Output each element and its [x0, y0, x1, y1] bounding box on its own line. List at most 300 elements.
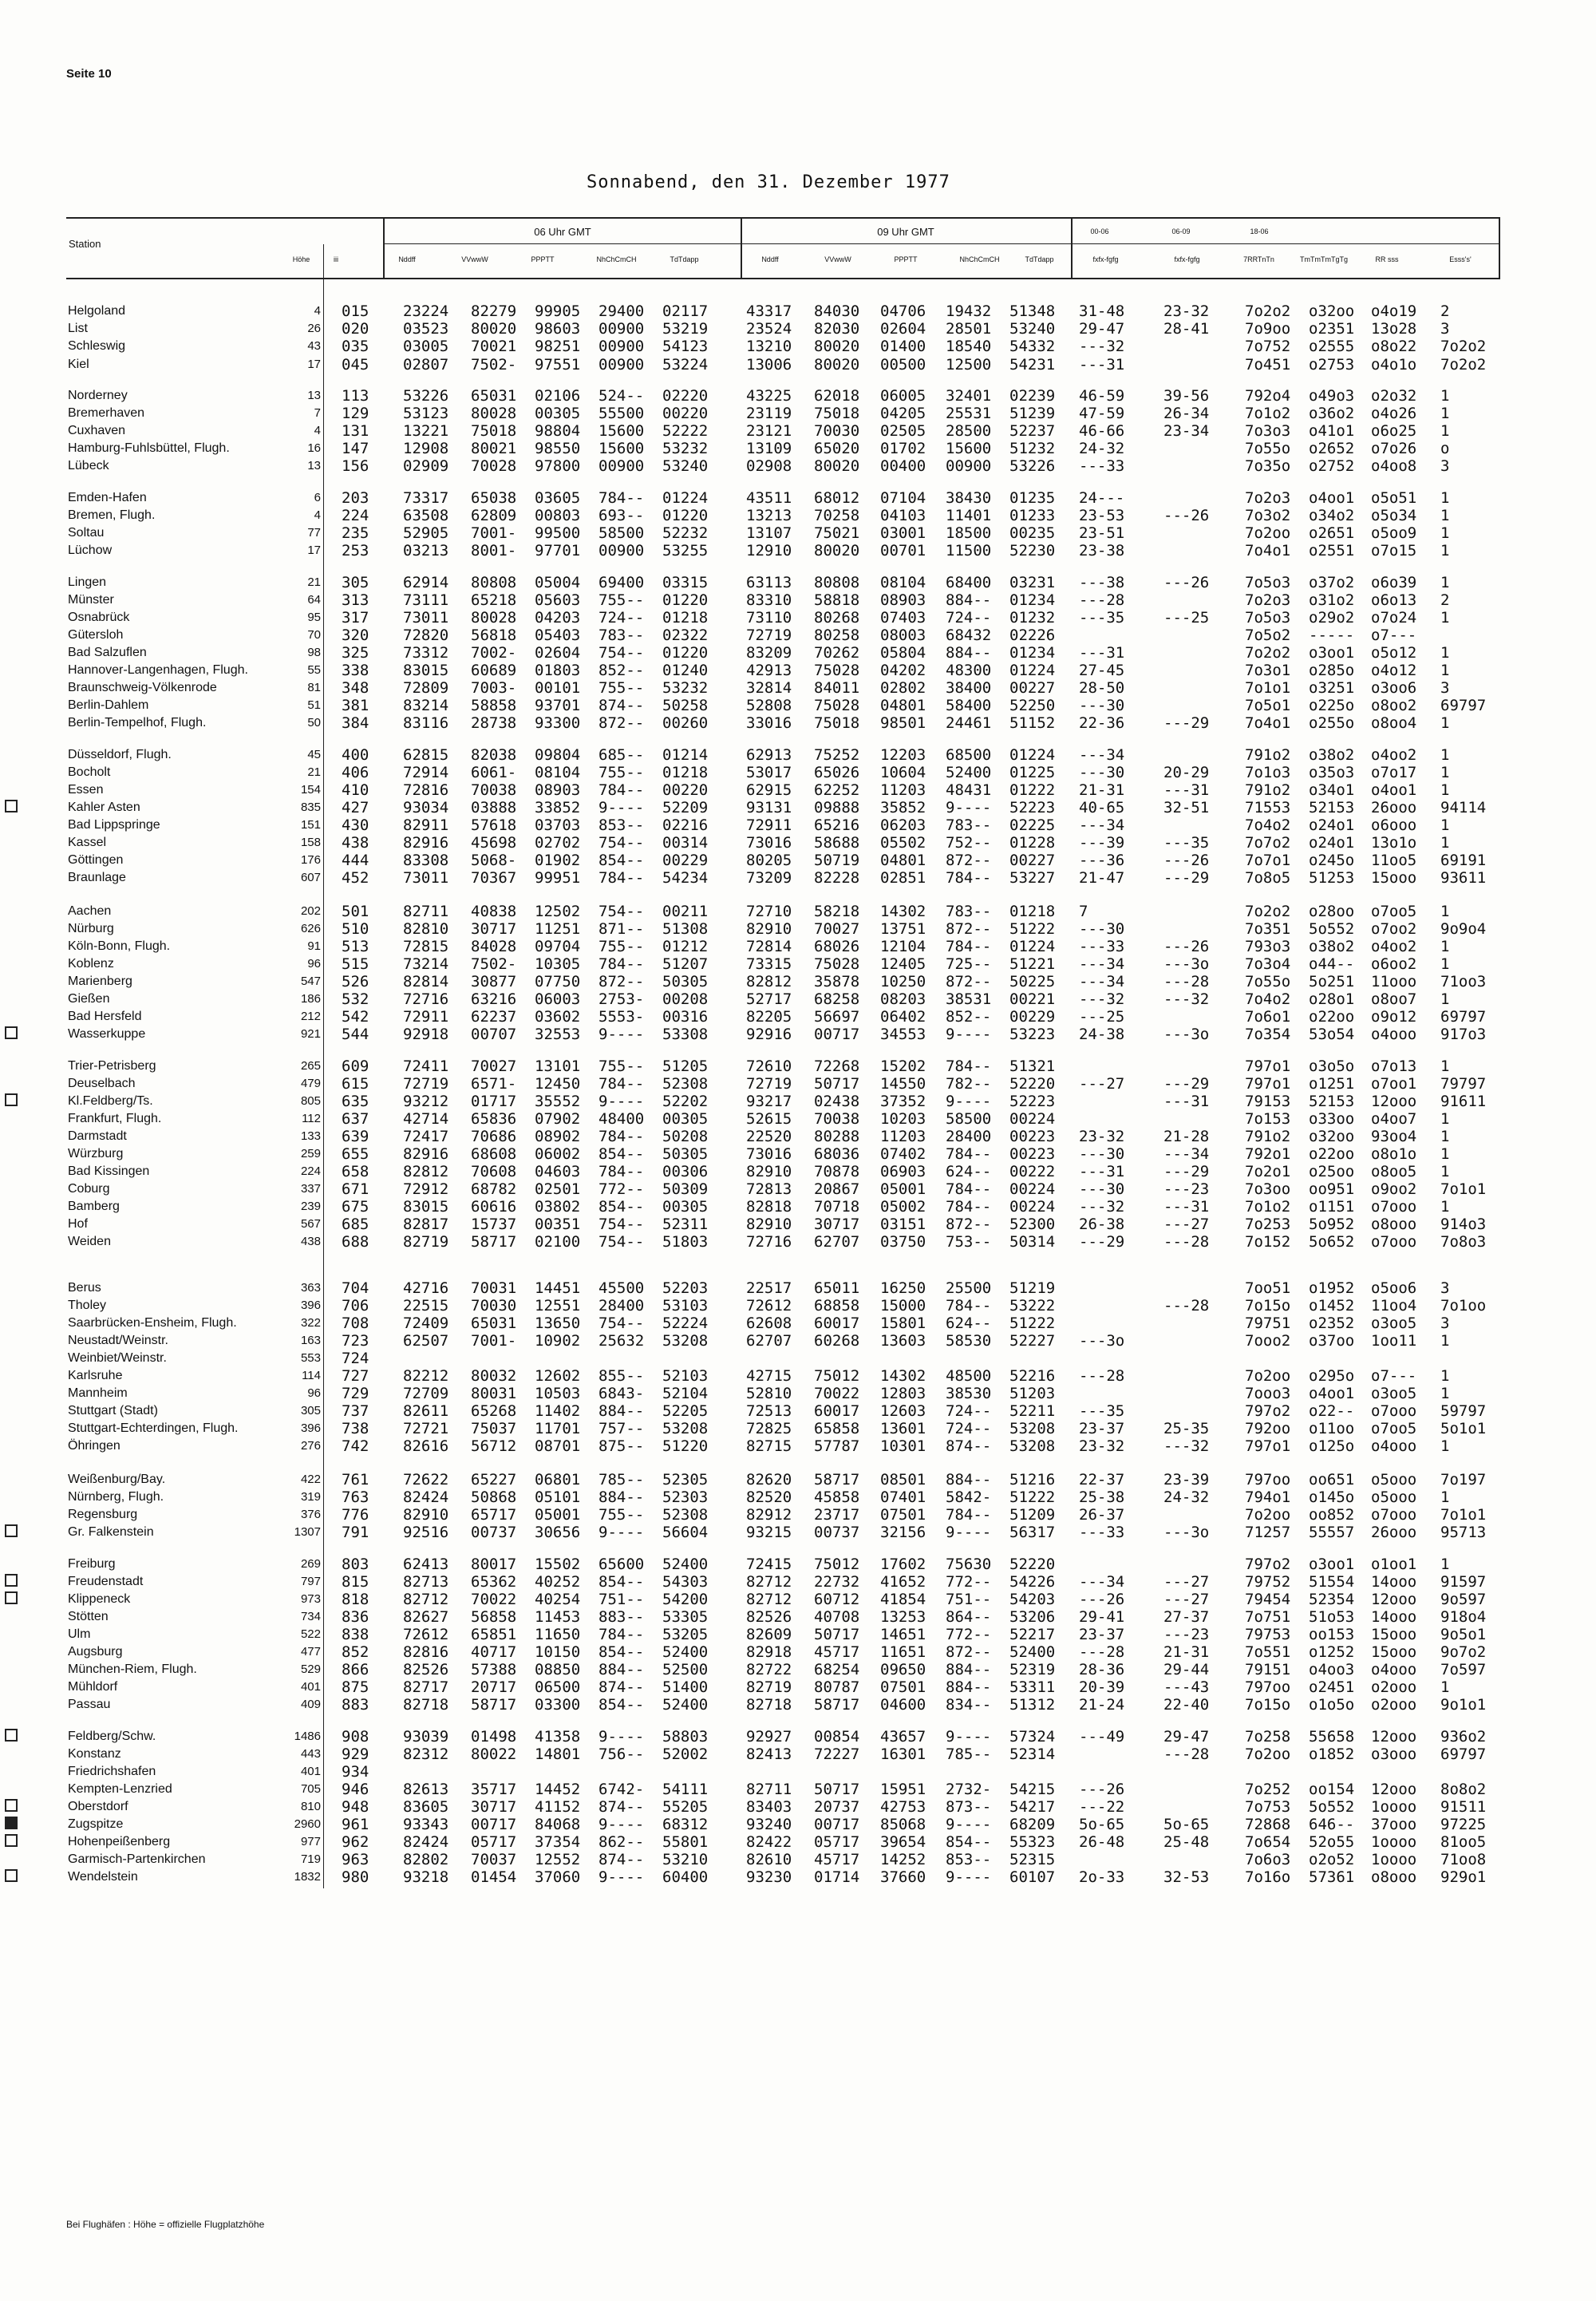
obs-06-value: 00351	[535, 1216, 581, 1233]
obs-06-value: 52202	[662, 1093, 709, 1110]
station-index: 320	[342, 627, 369, 644]
table-row	[0, 834, 1596, 852]
period-value: o8ooo	[1371, 1216, 1417, 1233]
obs-09-value: 54226	[1009, 1573, 1056, 1591]
obs-09-value: 53208	[1009, 1420, 1056, 1437]
obs-06-value: 08903	[535, 781, 581, 799]
obs-06-value: 12551	[535, 1297, 581, 1315]
obs-09-value: 75028	[814, 697, 860, 714]
obs-06-value: 60689	[471, 662, 517, 679]
obs-06-value: 75018	[471, 422, 517, 440]
period-value: 69797	[1440, 1746, 1487, 1763]
station-name: Gr. Falkenstein	[68, 1525, 154, 1539]
period-value: 15ooo	[1371, 1626, 1417, 1643]
station-name: Bad Hersfeld	[68, 1010, 142, 1023]
station-index: 015	[342, 302, 369, 320]
station-index: 838	[342, 1626, 369, 1643]
obs-09-value: 43317	[746, 302, 792, 320]
station-name: Göttingen	[68, 853, 124, 867]
station-name: Oberstdorf	[68, 1800, 128, 1813]
obs-06-value: 42714	[403, 1110, 449, 1128]
obs-06-value: 37060	[535, 1868, 581, 1886]
obs-09-value: 52400	[1009, 1643, 1056, 1661]
period-value: 69797	[1440, 1008, 1487, 1026]
period-value: 1	[1440, 1437, 1450, 1455]
period-value: 791o2	[1245, 746, 1291, 764]
obs-09-value: 08501	[880, 1471, 926, 1489]
station-name: Darmstadt	[68, 1129, 127, 1143]
period-value: 79797	[1440, 1075, 1487, 1093]
period-value: 7o3oo	[1245, 1180, 1291, 1198]
station-name: Bad Lippspringe	[68, 818, 160, 832]
obs-06-value: 784--	[598, 1128, 645, 1145]
obs-09-value: 872--	[946, 1643, 992, 1661]
period-value: ---28	[1079, 1367, 1125, 1385]
obs-06-value: 07750	[535, 973, 581, 990]
station-height: 186	[300, 992, 321, 1006]
obs-09-value: 73016	[746, 1145, 792, 1163]
station-name: Braunschweig-Völkenrode	[68, 681, 217, 694]
col-header-09-uhr: 09 Uhr GMT	[877, 226, 934, 238]
period-value: 7o4o1	[1245, 714, 1291, 732]
station-index: 235	[342, 524, 369, 542]
period-value: o2351	[1309, 320, 1355, 338]
obs-06-value: 00260	[662, 714, 709, 732]
obs-09-value: 784--	[946, 1506, 992, 1524]
obs-09-value: 01222	[1009, 781, 1056, 799]
obs-09-value: 70718	[814, 1198, 860, 1216]
period-value: 7o5o1	[1245, 697, 1291, 714]
table-row	[0, 1075, 1596, 1093]
obs-09-value: 01234	[1009, 644, 1056, 662]
period-value: 21-28	[1163, 1128, 1210, 1145]
obs-09-value: 772--	[946, 1573, 992, 1591]
obs-06-value: 70367	[471, 869, 517, 887]
period-value: o1452	[1309, 1297, 1355, 1315]
station-name: Berlin-Tempelhof, Flugh.	[68, 716, 207, 729]
station-index: 515	[342, 955, 369, 973]
obs-09-value: 50719	[814, 852, 860, 869]
period-value: ---29	[1163, 714, 1210, 732]
obs-06-value: 73111	[403, 591, 449, 609]
station-height: 567	[300, 1217, 321, 1231]
station-height: 719	[300, 1852, 321, 1866]
obs-09-value: 54231	[1009, 356, 1056, 374]
station-index: 129	[342, 405, 369, 422]
period-value: o2o32	[1371, 387, 1417, 405]
period-value: 93oo4	[1371, 1128, 1417, 1145]
station-name: Wasserkuppe	[68, 1027, 146, 1041]
obs-09-value: 62252	[814, 781, 860, 799]
station-index: 934	[342, 1763, 369, 1781]
period-value: 918o4	[1440, 1608, 1487, 1626]
period-value: 791o2	[1245, 781, 1291, 799]
obs-09-value: 80020	[814, 356, 860, 374]
obs-09-value: 68400	[946, 574, 992, 591]
station-name: Wendelstein	[68, 1870, 138, 1884]
station-name: Nürnberg, Flugh.	[68, 1490, 164, 1504]
table-row	[0, 320, 1596, 338]
obs-06-value: 72815	[403, 938, 449, 955]
col-header-esss: Esss's'	[1449, 255, 1472, 263]
period-value: o5oo9	[1371, 524, 1417, 542]
period-value: 5o-65	[1163, 1816, 1210, 1833]
obs-06-value: 70031	[471, 1279, 517, 1297]
station-height: 734	[300, 1610, 321, 1623]
station-index: 348	[342, 679, 369, 697]
obs-09-value: 60017	[814, 1315, 860, 1332]
period-value: 1	[1440, 1332, 1450, 1350]
obs-09-value: 51221	[1009, 955, 1056, 973]
period-value: ---35	[1079, 1402, 1125, 1420]
period-value: o3251	[1309, 679, 1355, 697]
obs-09-value: 58400	[946, 697, 992, 714]
obs-09-value: 82719	[746, 1678, 792, 1696]
obs-09-value: 24461	[946, 714, 992, 732]
obs-06-value: 72820	[403, 627, 449, 644]
obs-06-value: 51207	[662, 955, 709, 973]
obs-06-value: 53232	[662, 440, 709, 457]
period-value: o6o13	[1371, 591, 1417, 609]
col-header-nddff-09: Nddff	[761, 255, 779, 263]
period-value: 792o1	[1245, 1145, 1291, 1163]
obs-06-value: 08701	[535, 1437, 581, 1455]
obs-06-value: 53205	[662, 1626, 709, 1643]
station-index: 776	[342, 1506, 369, 1524]
obs-06-value: 00220	[662, 781, 709, 799]
obs-06-value: 63508	[403, 507, 449, 524]
obs-06-value: 68782	[471, 1180, 517, 1198]
obs-06-value: 84068	[535, 1816, 581, 1833]
obs-06-value: 82424	[403, 1833, 449, 1851]
obs-09-value: 05804	[880, 644, 926, 662]
obs-09-value: 82526	[746, 1608, 792, 1626]
period-value: 79153	[1245, 1093, 1291, 1110]
obs-06-value: 50309	[662, 1180, 709, 1198]
obs-06-value: 23224	[403, 302, 449, 320]
obs-06-value: 99500	[535, 524, 581, 542]
station-name: Köln-Bonn, Flugh.	[68, 939, 171, 953]
table-row	[0, 1728, 1596, 1746]
obs-06-value: 82212	[403, 1367, 449, 1385]
obs-09-value: 08903	[880, 591, 926, 609]
period-value: o125o	[1309, 1437, 1355, 1455]
obs-09-value: 51222	[1009, 920, 1056, 938]
obs-06-value: 70037	[471, 1851, 517, 1868]
obs-09-value: 82910	[746, 1216, 792, 1233]
period-value: 1	[1440, 1058, 1450, 1075]
station-name: Soltau	[68, 526, 105, 540]
obs-09-value: 03231	[1009, 574, 1056, 591]
obs-09-value: 37660	[880, 1868, 926, 1886]
obs-06-value: 99951	[535, 869, 581, 887]
obs-06-value: 7001-	[471, 524, 517, 542]
period-value: 24---	[1079, 489, 1125, 507]
obs-06-value: 52905	[403, 524, 449, 542]
obs-06-value: 00101	[535, 679, 581, 697]
period-value: o6o39	[1371, 574, 1417, 591]
obs-06-value: 12502	[535, 903, 581, 920]
obs-09-value: 82812	[746, 973, 792, 990]
obs-06-value: 56818	[471, 627, 517, 644]
obs-06-value: 30877	[471, 973, 517, 990]
obs-06-value: 05403	[535, 627, 581, 644]
station-name: Passau	[68, 1698, 111, 1711]
station-name: Öhringen	[68, 1439, 120, 1453]
obs-06-value: 82717	[403, 1678, 449, 1696]
table-row	[0, 1437, 1596, 1455]
obs-06-value: 6061-	[471, 764, 517, 781]
obs-09-value: 864--	[946, 1608, 992, 1626]
obs-06-value: 80020	[471, 320, 517, 338]
table-row	[0, 973, 1596, 990]
obs-09-value: 70878	[814, 1163, 860, 1180]
period-value: ---28	[1163, 973, 1210, 990]
station-height: 55	[307, 663, 321, 677]
obs-06-value: 03802	[535, 1198, 581, 1216]
period-value: 1	[1440, 662, 1450, 679]
obs-09-value: 00224	[1009, 1110, 1056, 1128]
obs-09-value: 52810	[746, 1385, 792, 1402]
obs-06-value: 62815	[403, 746, 449, 764]
obs-09-value: 38530	[946, 1385, 992, 1402]
station-index: 045	[342, 356, 369, 374]
obs-06-value: 73011	[403, 609, 449, 627]
station-name: Garmisch-Partenkirchen	[68, 1852, 206, 1866]
obs-09-value: 92916	[746, 1026, 792, 1043]
period-value: 28-50	[1079, 679, 1125, 697]
period-value: 23-53	[1079, 507, 1125, 524]
obs-06-value: 6571-	[471, 1075, 517, 1093]
period-value: o29o2	[1309, 609, 1355, 627]
station-height: 1486	[294, 1730, 321, 1743]
period-value: o9o12	[1371, 1008, 1417, 1026]
period-value: 23-51	[1079, 524, 1125, 542]
station-height: 112	[302, 1112, 321, 1125]
obs-09-value: 70022	[814, 1385, 860, 1402]
period-value: ---26	[1163, 938, 1210, 955]
period-value: 1oo11	[1371, 1332, 1417, 1350]
obs-06-value: 00803	[535, 507, 581, 524]
period-value: 1	[1440, 1128, 1450, 1145]
period-value: 7o16o	[1245, 1868, 1291, 1886]
obs-09-value: 50717	[814, 1626, 860, 1643]
station-name: Bremen, Flugh.	[68, 508, 156, 522]
obs-06-value: 06002	[535, 1145, 581, 1163]
period-value: o8oo5	[1371, 1163, 1417, 1180]
table-row	[0, 1868, 1596, 1886]
obs-09-value: 70258	[814, 507, 860, 524]
station-index: 738	[342, 1420, 369, 1437]
obs-06-value: 755--	[598, 764, 645, 781]
obs-09-value: 00227	[1009, 679, 1056, 697]
period-value: 69797	[1440, 697, 1487, 714]
period-value: 7o55o	[1245, 440, 1291, 457]
obs-06-value: 83605	[403, 1798, 449, 1816]
obs-09-value: 51312	[1009, 1696, 1056, 1714]
obs-06-value: 82911	[403, 816, 449, 834]
obs-06-value: 52400	[662, 1556, 709, 1573]
period-value: 46-59	[1079, 387, 1125, 405]
station-height: 401	[300, 1765, 321, 1778]
obs-06-value: 54200	[662, 1591, 709, 1608]
obs-09-value: 13751	[880, 920, 926, 938]
period-value: 13o1o	[1371, 834, 1417, 852]
station-height: 977	[300, 1835, 321, 1848]
obs-09-value: 01224	[1009, 746, 1056, 764]
obs-06-value: 52400	[662, 1696, 709, 1714]
obs-09-value: 28501	[946, 320, 992, 338]
obs-09-value: 884--	[946, 1661, 992, 1678]
obs-09-value: 82030	[814, 320, 860, 338]
period-value: o3oo6	[1371, 679, 1417, 697]
obs-06-value: 01498	[471, 1728, 517, 1746]
period-value: 7o8o3	[1440, 1233, 1487, 1251]
period-value: o2451	[1309, 1678, 1355, 1696]
period-value: 7o153	[1245, 1110, 1291, 1128]
period-value: ---28	[1079, 1643, 1125, 1661]
period-value: o7ooo	[1371, 1233, 1417, 1251]
period-value: 47-59	[1079, 405, 1125, 422]
obs-09-value: 52223	[1009, 1093, 1056, 1110]
obs-09-value: 54215	[1009, 1781, 1056, 1798]
col-header-vvwww-09: VVwwW	[824, 255, 851, 263]
period-value: 917o3	[1440, 1026, 1487, 1043]
obs-06-value: 754--	[598, 1315, 645, 1332]
obs-09-value: 01225	[1009, 764, 1056, 781]
obs-09-value: 23717	[814, 1506, 860, 1524]
obs-09-value: 60268	[814, 1332, 860, 1350]
period-value: ---3o	[1163, 1524, 1210, 1541]
table-row	[0, 697, 1596, 714]
table-row	[0, 869, 1596, 887]
period-value: 51253	[1309, 869, 1355, 887]
period-value: ---31	[1163, 1198, 1210, 1216]
station-name: Gütersloh	[68, 628, 124, 642]
period-value: o32oo	[1309, 1128, 1355, 1145]
obs-06-value: 2753-	[598, 990, 645, 1008]
period-value: 69191	[1440, 852, 1487, 869]
period-value: 1	[1440, 781, 1450, 799]
obs-09-value: 00227	[1009, 852, 1056, 869]
period-value: 1oooo	[1371, 1851, 1417, 1868]
period-value: 1	[1440, 422, 1450, 440]
obs-09-value: 00717	[814, 1816, 860, 1833]
period-value: o34o1	[1309, 781, 1355, 799]
period-value: 57361	[1309, 1868, 1355, 1886]
period-value: 26-37	[1079, 1506, 1125, 1524]
period-value: o4ooo	[1371, 1026, 1417, 1043]
station-index: 156	[342, 457, 369, 475]
obs-06-value: 93034	[403, 799, 449, 816]
obs-06-value: 08104	[535, 764, 581, 781]
period-value: o7o15	[1371, 542, 1417, 559]
obs-09-value: 884--	[946, 591, 992, 609]
obs-09-value: 53208	[1009, 1437, 1056, 1455]
obs-09-value: 782--	[946, 1075, 992, 1093]
obs-06-value: 28738	[471, 714, 517, 732]
station-index: 325	[342, 644, 369, 662]
period-value: ---34	[1079, 973, 1125, 990]
period-value: o2551	[1309, 542, 1355, 559]
obs-06-value: 10503	[535, 1385, 581, 1402]
obs-09-value: 32401	[946, 387, 992, 405]
station-index: 224	[342, 507, 369, 524]
period-value: 797oo	[1245, 1471, 1291, 1489]
station-name: Freudenstadt	[68, 1575, 144, 1588]
obs-06-value: 06801	[535, 1471, 581, 1489]
period-value: o7oo1	[1371, 1075, 1417, 1093]
obs-06-value: 01218	[662, 609, 709, 627]
obs-06-value: 52002	[662, 1746, 709, 1763]
obs-09-value: 873--	[946, 1798, 992, 1816]
station-index: 384	[342, 714, 369, 732]
station-height: 479	[300, 1077, 321, 1090]
obs-09-value: 04103	[880, 507, 926, 524]
period-value: 3	[1440, 679, 1450, 697]
period-value: ---31	[1163, 1093, 1210, 1110]
period-value: ---34	[1079, 955, 1125, 973]
obs-06-value: 70027	[471, 1058, 517, 1075]
station-height: 522	[300, 1627, 321, 1641]
obs-06-value: 00900	[598, 457, 645, 475]
period-value: o4ooo	[1371, 1437, 1417, 1455]
period-value: 7o1o3	[1245, 764, 1291, 781]
station-height: 239	[300, 1200, 321, 1213]
station-height: 376	[300, 1508, 321, 1521]
period-value: 5o251	[1309, 973, 1355, 990]
obs-06-value: 00208	[662, 990, 709, 1008]
station-index: 020	[342, 320, 369, 338]
obs-06-value: 883--	[598, 1608, 645, 1626]
period-value: 7	[1079, 903, 1088, 920]
period-value: o4ooo	[1371, 1661, 1417, 1678]
marker-box-icon	[5, 1869, 18, 1882]
obs-06-value: 854--	[598, 1198, 645, 1216]
obs-06-value: 99905	[535, 302, 581, 320]
table-row	[0, 1608, 1596, 1626]
period-value: 1	[1440, 746, 1450, 764]
obs-06-value: 03315	[662, 574, 709, 591]
obs-06-value: 884--	[598, 1661, 645, 1678]
period-value: ---30	[1079, 1180, 1125, 1198]
station-name: Osnabrück	[68, 611, 130, 624]
station-index: 637	[342, 1110, 369, 1128]
period-value: 7o35o	[1245, 457, 1291, 475]
period-value: ---33	[1079, 938, 1125, 955]
period-value: ---32	[1163, 990, 1210, 1008]
obs-09-value: 53240	[1009, 320, 1056, 338]
table-row	[0, 1279, 1596, 1297]
obs-09-value: 52220	[1009, 1556, 1056, 1573]
obs-06-value: 00900	[598, 542, 645, 559]
obs-09-value: 82910	[746, 1163, 792, 1180]
obs-09-value: 52300	[1009, 1216, 1056, 1233]
table-row	[0, 1128, 1596, 1145]
obs-06-value: 82802	[403, 1851, 449, 1868]
obs-06-value: 50868	[471, 1489, 517, 1506]
period-value: 21-31	[1079, 781, 1125, 799]
obs-09-value: 20867	[814, 1180, 860, 1198]
table-row	[0, 938, 1596, 955]
obs-09-value: 05502	[880, 834, 926, 852]
period-value: 40-65	[1079, 799, 1125, 816]
table-row	[0, 1573, 1596, 1591]
obs-09-value: 624--	[946, 1315, 992, 1332]
obs-09-value: 82520	[746, 1489, 792, 1506]
obs-09-value: 01234	[1009, 591, 1056, 609]
period-value: o2651	[1309, 524, 1355, 542]
